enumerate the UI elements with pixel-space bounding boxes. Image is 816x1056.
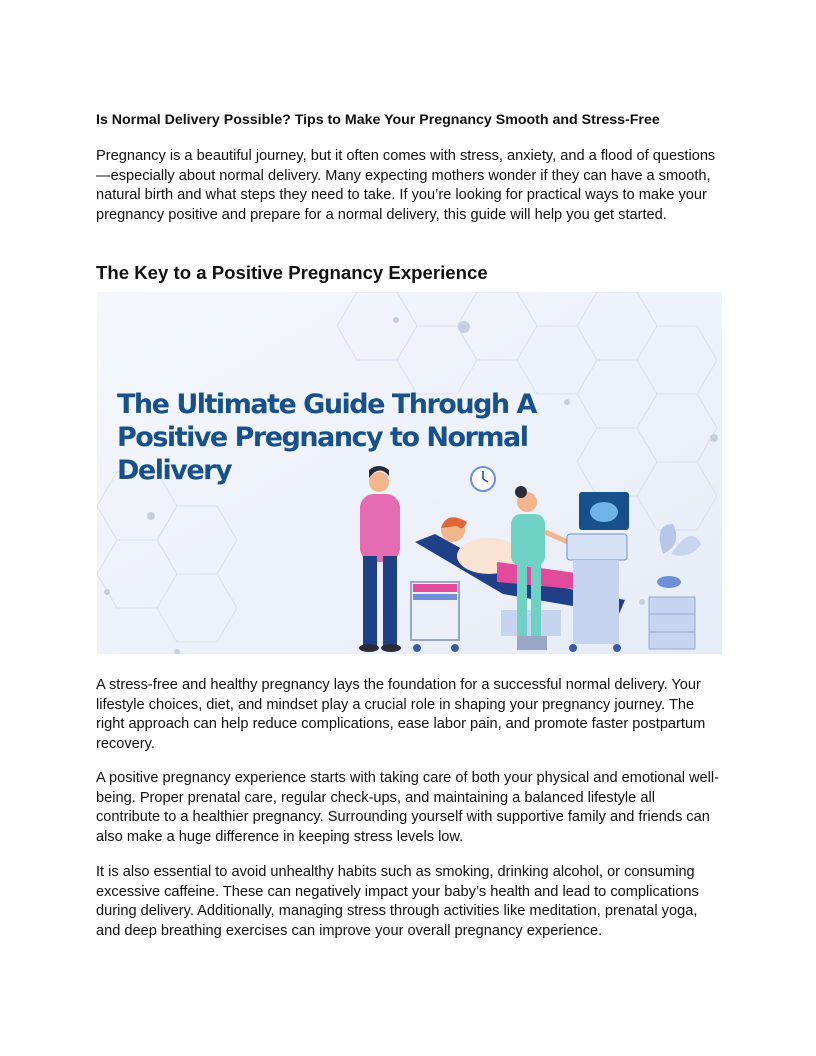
svg-text:Delivery: Delivery [117, 455, 232, 486]
svg-text:Positive Pregnancy to Normal: Positive Pregnancy to Normal [117, 422, 528, 453]
document-title: Is Normal Delivery Possible? Tips to Make Your Pregnancy Smooth and Stress-Free [96, 112, 660, 128]
body-paragraph-2: A positive pregnancy experience starts with taking care of both your physical and emotional well-being. Proper prenatal care, regular check-ups, and maintaining a balanced lifestyle all contribute to a healthier pregnancy. Surrounding yourself with supportive family and friends can also make a huge difference in keeping stress levels low. [96, 770, 719, 845]
hero-illustration [97, 292, 722, 654]
section-heading: The Key to a Positive Pregnancy Experience [96, 262, 488, 283]
intro-paragraph: Pregnancy is a beautiful journey, but it often comes with stress, anxiety, and a flood of questions—especially about normal delivery. Many expecting mothers wonder if they can have a smooth, natural birth and what steps they need to take. If you’re looking for practical ways to make your pregnancy positive and prepare for a normal delivery, this guide will help you get started. [96, 148, 716, 223]
clock-icon [471, 467, 495, 491]
body-paragraph-1: A stress-free and healthy pregnancy lays the foundation for a successful normal delivery. Your lifestyle choices, diet, and mindset play a crucial role in shaping your pregnancy journey. The right approach can help reduce complications, ease labor pain, and promote faster postpartum recovery. [96, 677, 706, 752]
body-paragraph-3: It is also essential to avoid unhealthy habits such as smoking, drinking alcohol, or consuming excessive caffeine. These can negatively impact your baby’s health and lead to complications during delivery. Additionally, managing stress through activities like meditation, prenatal yoga, and deep breathing exercises can improve your overall pregnancy experience. [96, 864, 699, 939]
svg-text:The Ultimate Guide Through A: The Ultimate Guide Through A [117, 389, 536, 420]
